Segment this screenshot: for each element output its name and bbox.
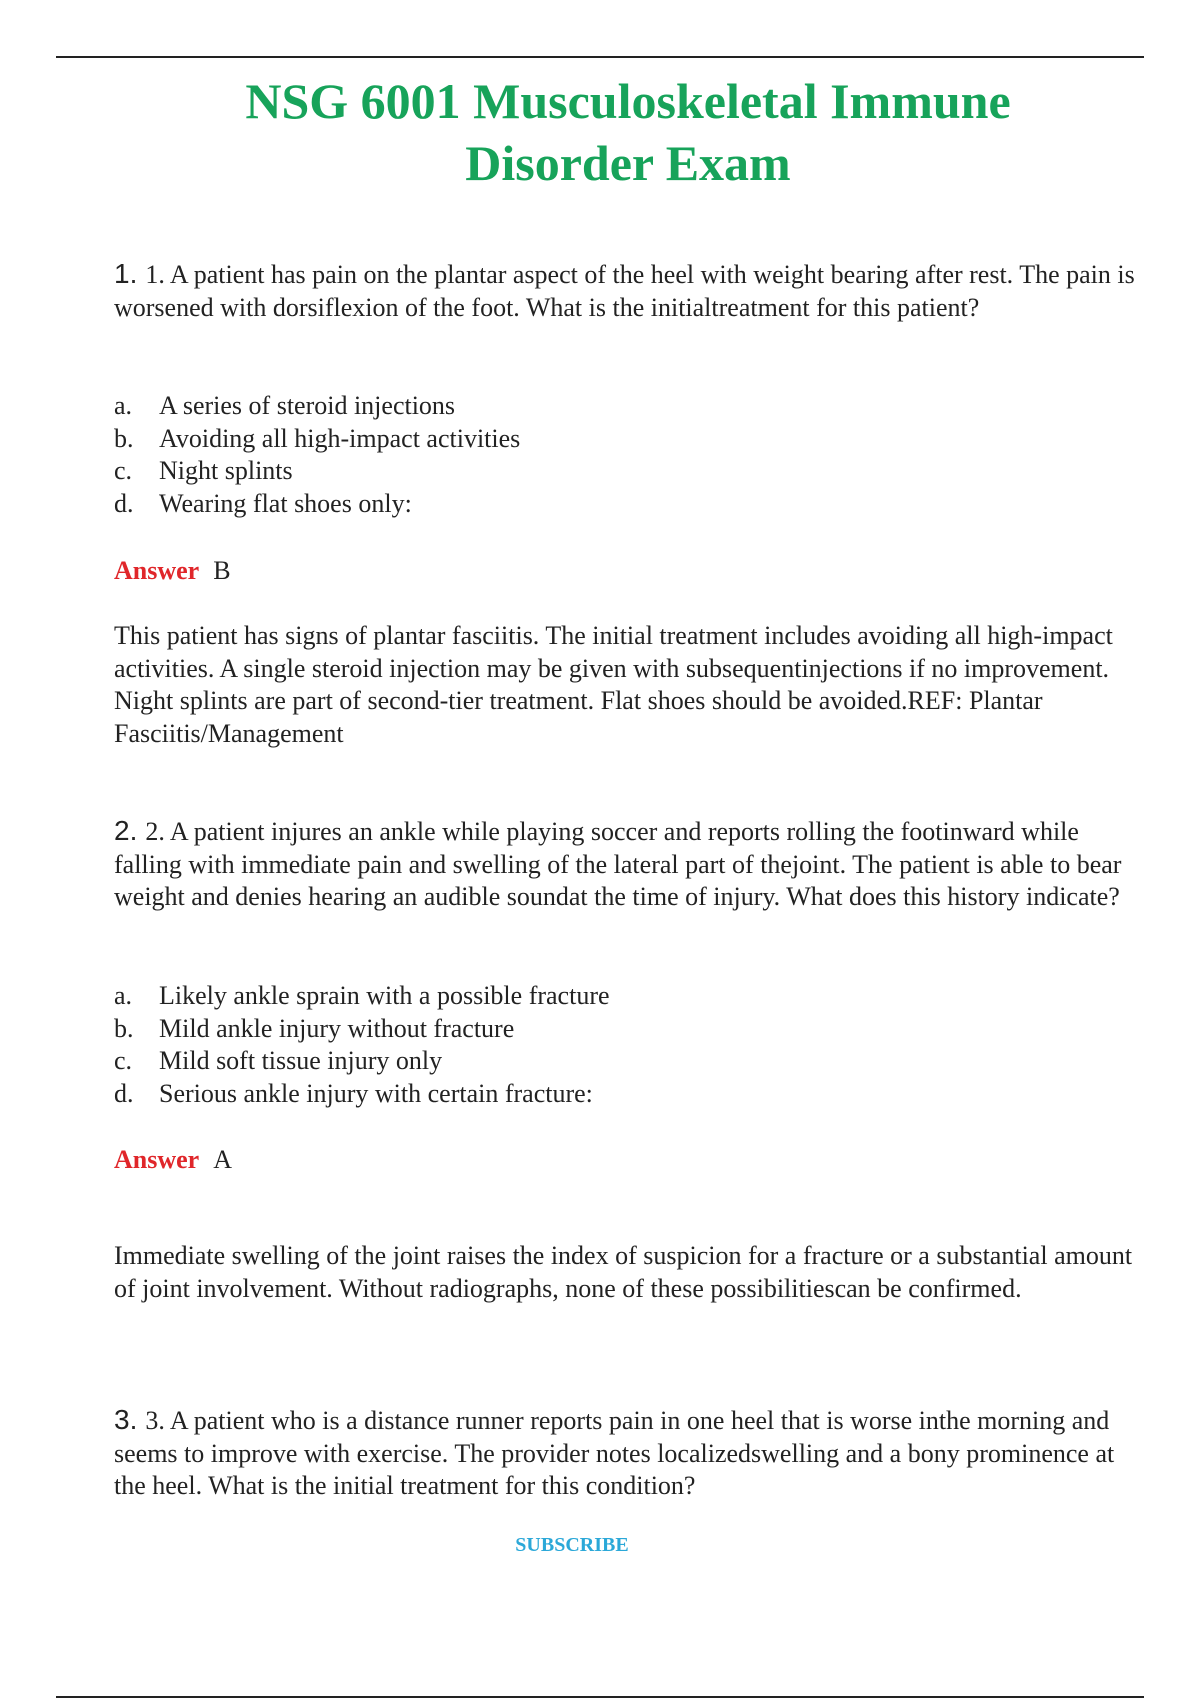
question-3	[114, 1404, 1144, 1503]
option-b: b. Avoiding all high-impact activities	[114, 423, 521, 453]
option-c: c. Night splints	[114, 456, 293, 485]
question-number: 3.	[114, 1404, 138, 1435]
option-a: a. A series of steroid injections	[114, 391, 456, 420]
option-a: a. Likely ankle sprain with a possible fracture	[114, 981, 610, 1010]
question-2-options	[114, 980, 1144, 1110]
subscribe-link[interactable]: SUBSCRIBE	[515, 1534, 629, 1556]
option-d: d. Serious ankle injury with certain fracture:	[114, 1078, 593, 1108]
question-text: 1. A patient has pain on the plantar aspect of the heel with weight bearing after rest. The pain is worsened with dorsiflexion of the foot. What is the initialtreatment for this patient?	[114, 260, 1135, 322]
title-line-2: Disorder Exam	[465, 135, 791, 191]
question-text: 2. A patient injures an ankle while playing soccer and reports rolling the footinward while falling with immediate pain and swelling of the lateral part of thejoint. The patient is able to bear weight and denies hearing an audible soundat the time of injury. What does this history indicate?	[114, 817, 1122, 911]
bottom-rule	[56, 1696, 1144, 1698]
option-d: d. Wearing flat shoes only:	[114, 488, 412, 518]
question-2-explanation: Immediate swelling of the joint raises the index of suspicion for a fracture or a substantial amount of joint involvement. Without radiographs, none of these possibilitiescan be confirmed.	[114, 1241, 1133, 1303]
answer-label: Answer	[114, 1145, 200, 1174]
question-text: 3. A patient who is a distance runner reports pain in one heel that is worse inthe morning and seems to improve with exercise. The provider notes localizedswelling and a bony prominence at the heel. What is the initial treatment for this condition?	[114, 1406, 1115, 1500]
top-rule	[56, 56, 1144, 58]
question-1-explanation: This patient has signs of plantar fasciitis. The initial treatment includes avoiding all high-impact activities. A single steroid injection may be given with subsequentinjections if no improvement. Night splints are part of second-tier treatment. Flat shoes should be avoided.REF: Plantar Fasciitis/Management	[114, 621, 1113, 748]
answer-label: Answer	[114, 556, 200, 585]
option-b: b. Mild ankle injury without fracture	[114, 1013, 515, 1043]
question-2	[114, 815, 1144, 914]
option-c: c. Mild soft tissue injury only	[114, 1046, 443, 1075]
question-1	[114, 258, 1144, 324]
question-2-answer	[114, 1144, 232, 1176]
question-number: 2.	[114, 815, 138, 846]
question-number: 1.	[114, 258, 138, 289]
question-1-options	[114, 390, 1144, 520]
answer-value: B	[213, 556, 231, 585]
document-title	[56, 70, 1200, 194]
question-1-answer	[114, 555, 231, 587]
answer-value: A	[213, 1145, 232, 1174]
title-line-1: NSG 6001 Musculoskeletal Immune	[245, 73, 1011, 129]
